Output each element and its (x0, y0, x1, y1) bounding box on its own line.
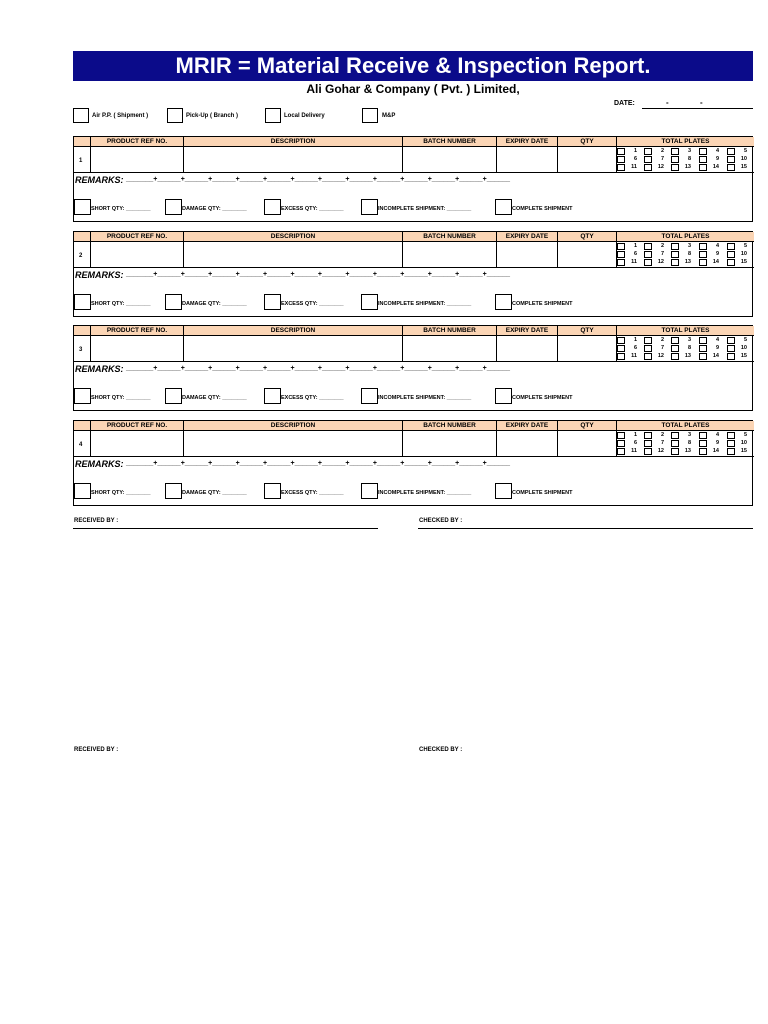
description-cell[interactable] (184, 242, 403, 268)
short-qty-label: SHORT QTY: ________ (91, 395, 151, 401)
plate-checkbox[interactable] (727, 353, 735, 360)
complete-shipment-label: COMPLETE SHIPMENT (512, 490, 573, 496)
description-cell[interactable] (184, 147, 403, 173)
batch-number-header: BATCH NUMBER (403, 232, 497, 242)
expiry-date-cell[interactable] (497, 431, 558, 457)
plate-checkbox[interactable] (699, 345, 707, 352)
complete-shipment-label: COMPLETE SHIPMENT (512, 395, 573, 401)
qty-cell[interactable] (558, 431, 617, 457)
date-separator: - (666, 98, 669, 107)
complete-shipment-checkbox[interactable] (495, 388, 512, 404)
plate-number: 10 (740, 156, 747, 162)
product-ref-header: PRODUCT REF NO. (91, 232, 184, 242)
plate-checkbox[interactable] (617, 448, 625, 455)
plate-number: 5 (743, 432, 747, 438)
local-delivery-label: Local Delivery (284, 113, 325, 119)
plate-number: 8 (687, 156, 691, 162)
batch-number-cell[interactable] (403, 431, 497, 457)
mp-checkbox[interactable] (362, 108, 378, 123)
plate-number: 12 (657, 259, 664, 265)
plate-checkbox[interactable] (671, 448, 679, 455)
qty-cell[interactable] (558, 336, 617, 362)
batch-number-header: BATCH NUMBER (403, 137, 497, 147)
complete-shipment-label: COMPLETE SHIPMENT (512, 301, 573, 307)
complete-shipment-checkbox[interactable] (495, 294, 512, 310)
expiry-date-header: EXPIRY DATE (497, 137, 558, 147)
total-plates-header: TOTAL PLATES (617, 421, 754, 431)
remarks-field[interactable]: _______+______+______+______+______+______+______+______+______+______+______+______+______+______ (126, 176, 511, 183)
plate-checkbox[interactable] (617, 432, 625, 439)
batch-number-cell[interactable] (403, 242, 497, 268)
plate-number: 12 (657, 448, 664, 454)
plate-checkbox[interactable] (699, 448, 707, 455)
plate-number: 14 (712, 259, 719, 265)
plate-checkbox[interactable] (671, 251, 679, 258)
short-qty-label: SHORT QTY: ________ (91, 206, 151, 212)
total-plates-header: TOTAL PLATES (617, 232, 754, 242)
mp-label: M&P (382, 113, 396, 119)
plate-number: 11 (631, 259, 637, 265)
damage-qty-checkbox[interactable] (165, 294, 182, 310)
qty-header: QTY (558, 326, 617, 336)
plate-checkbox[interactable] (727, 432, 735, 439)
checked-by-label: CHECKED BY : (419, 747, 463, 753)
expiry-date-cell[interactable] (497, 242, 558, 268)
damage-qty-checkbox[interactable] (165, 483, 182, 499)
remarks-label: REMARKS: (75, 270, 124, 280)
description-header: DESCRIPTION (184, 232, 403, 242)
product-ref-cell[interactable] (91, 336, 184, 362)
plate-checkbox[interactable] (727, 243, 735, 250)
remarks-label: REMARKS: (75, 175, 124, 185)
incomplete-shipment-label: INCOMPLETE SHIPMENT: ________ (378, 395, 472, 401)
excess-qty-checkbox[interactable] (264, 483, 281, 499)
short-qty-label: SHORT QTY: ________ (91, 490, 151, 496)
plate-checkbox[interactable] (699, 243, 707, 250)
plate-number: 8 (687, 440, 691, 446)
plate-checkbox[interactable] (617, 156, 625, 163)
plate-checkbox[interactable] (644, 251, 652, 258)
damage-qty-label: DAMAGE QTY: ________ (182, 395, 247, 401)
plate-number: 2 (660, 432, 664, 438)
damage-qty-label: DAMAGE QTY: ________ (182, 490, 247, 496)
plate-number: 13 (684, 353, 691, 359)
excess-qty-checkbox[interactable] (264, 199, 281, 215)
batch-number-cell[interactable] (403, 336, 497, 362)
plate-checkbox[interactable] (671, 345, 679, 352)
plate-checkbox[interactable] (671, 440, 679, 447)
plate-number: 1 (633, 243, 637, 249)
incomplete-shipment-checkbox[interactable] (361, 199, 378, 215)
received-by-label: RECEIVED BY : (74, 518, 119, 524)
plate-checkbox[interactable] (727, 345, 735, 352)
remarks-field[interactable]: _______+______+______+______+______+______+______+______+______+______+______+______+______+______ (126, 365, 511, 372)
plate-number: 14 (712, 448, 719, 454)
incomplete-shipment-label: INCOMPLETE SHIPMENT: ________ (378, 490, 472, 496)
plate-number: 11 (631, 448, 637, 454)
plate-number: 14 (712, 164, 719, 170)
plate-number: 12 (657, 353, 664, 359)
plate-number: 3 (687, 148, 691, 154)
incomplete-shipment-label: INCOMPLETE SHIPMENT: ________ (378, 206, 472, 212)
plate-checkbox[interactable] (671, 164, 679, 171)
description-cell[interactable] (184, 431, 403, 457)
short-qty-checkbox[interactable] (74, 483, 91, 499)
plate-checkbox[interactable] (671, 156, 679, 163)
excess-qty-label: EXCESS QTY: ________ (281, 490, 344, 496)
plate-checkbox[interactable] (699, 337, 707, 344)
plate-checkbox[interactable] (644, 156, 652, 163)
plate-number: 1 (633, 148, 637, 154)
plate-number: 15 (740, 353, 747, 359)
plate-checkbox[interactable] (699, 156, 707, 163)
product-ref-header: PRODUCT REF NO. (91, 421, 184, 431)
plate-number: 8 (687, 251, 691, 257)
plate-number: 10 (740, 440, 747, 446)
date-label: DATE: (614, 100, 635, 107)
batch-number-header: BATCH NUMBER (403, 421, 497, 431)
air-shipment-label: Air P.P. ( Shipment ) (92, 113, 149, 119)
plate-checkbox[interactable] (699, 432, 707, 439)
expiry-date-header: EXPIRY DATE (497, 421, 558, 431)
plate-checkbox[interactable] (671, 353, 679, 360)
plate-checkbox[interactable] (617, 353, 625, 360)
damage-qty-label: DAMAGE QTY: ________ (182, 301, 247, 307)
row-number: 1 (79, 158, 83, 164)
total-plates-grid (617, 147, 754, 173)
remarks-field[interactable]: _______+______+______+______+______+______+______+______+______+______+______+______+______+______ (126, 271, 511, 278)
plate-number: 13 (684, 259, 691, 265)
plate-number: 1 (633, 432, 637, 438)
plate-number: 13 (684, 448, 691, 454)
total-plates-header: TOTAL PLATES (617, 137, 754, 147)
plate-number: 7 (660, 251, 664, 257)
plate-checkbox[interactable] (727, 156, 735, 163)
product-ref-cell[interactable] (91, 147, 184, 173)
plate-checkbox[interactable] (617, 337, 625, 344)
remarks-label: REMARKS: (75, 459, 124, 469)
company-name: Ali Gohar & Company ( Pvt. ) Limited, (306, 82, 520, 96)
date-separator: - (700, 98, 703, 107)
qty-header: QTY (558, 232, 617, 242)
excess-qty-checkbox[interactable] (264, 294, 281, 310)
plate-number: 15 (740, 448, 747, 454)
row-number-cell (74, 147, 91, 173)
plate-number: 6 (633, 345, 637, 351)
pickup-branch-label: Pick-Up ( Branch ) (186, 113, 239, 119)
plate-number: 4 (715, 148, 719, 154)
plate-number: 7 (660, 156, 664, 162)
plate-number: 6 (633, 156, 637, 162)
short-qty-checkbox[interactable] (74, 199, 91, 215)
incomplete-shipment-checkbox[interactable] (361, 483, 378, 499)
total-plates-grid (617, 336, 754, 362)
plate-number: 10 (740, 251, 747, 257)
local-delivery-checkbox[interactable] (265, 108, 281, 123)
plate-checkbox[interactable] (671, 243, 679, 250)
plate-number: 8 (687, 345, 691, 351)
row-number-header (74, 232, 91, 242)
batch-number-cell[interactable] (403, 147, 497, 173)
plate-number: 9 (715, 440, 719, 446)
plate-checkbox[interactable] (644, 164, 652, 171)
plate-number: 5 (743, 148, 747, 154)
plate-checkbox[interactable] (644, 148, 652, 155)
plate-number: 2 (660, 148, 664, 154)
product-ref-cell[interactable] (91, 431, 184, 457)
plate-number: 4 (715, 243, 719, 249)
plate-checkbox[interactable] (644, 259, 652, 266)
plate-checkbox[interactable] (617, 148, 625, 155)
complete-shipment-checkbox[interactable] (495, 483, 512, 499)
plate-number: 10 (740, 345, 747, 351)
plate-number: 6 (633, 251, 637, 257)
plate-checkbox[interactable] (727, 337, 735, 344)
qty-header: QTY (558, 137, 617, 147)
checked-by-label: CHECKED BY : (419, 518, 463, 524)
plate-number: 3 (687, 432, 691, 438)
damage-qty-checkbox[interactable] (165, 199, 182, 215)
plate-number: 15 (740, 259, 747, 265)
row-number: 3 (79, 347, 83, 353)
row-number: 4 (79, 442, 83, 448)
incomplete-shipment-checkbox[interactable] (361, 294, 378, 310)
qty-header: QTY (558, 421, 617, 431)
plate-number: 9 (715, 345, 719, 351)
plate-checkbox[interactable] (617, 440, 625, 447)
expiry-date-cell[interactable] (497, 336, 558, 362)
excess-qty-label: EXCESS QTY: ________ (281, 395, 344, 401)
product-ref-header: PRODUCT REF NO. (91, 137, 184, 147)
plate-checkbox[interactable] (617, 345, 625, 352)
plate-checkbox[interactable] (671, 259, 679, 266)
product-ref-header: PRODUCT REF NO. (91, 326, 184, 336)
plate-number: 15 (740, 164, 747, 170)
plate-checkbox[interactable] (727, 448, 735, 455)
remarks-field[interactable]: _______+______+______+______+______+______+______+______+______+______+______+______+______+______ (126, 460, 511, 467)
plate-checkbox[interactable] (727, 251, 735, 258)
inspection-entry (73, 136, 753, 222)
plate-checkbox[interactable] (644, 440, 652, 447)
plate-checkbox[interactable] (644, 345, 652, 352)
plate-checkbox[interactable] (699, 353, 707, 360)
air-shipment-checkbox[interactable] (73, 108, 89, 123)
report-title: MRIR = Material Receive & Inspection Report. (73, 51, 753, 81)
plate-number: 14 (712, 353, 719, 359)
expiry-date-header: EXPIRY DATE (497, 232, 558, 242)
row-number-header (74, 421, 91, 431)
checked-by-line[interactable] (418, 528, 753, 529)
remarks-label: REMARKS: (75, 364, 124, 374)
batch-number-header: BATCH NUMBER (403, 326, 497, 336)
qty-cell[interactable] (558, 242, 617, 268)
row-number-cell (74, 242, 91, 268)
plate-checkbox[interactable] (644, 243, 652, 250)
received-by-label: RECEIVED BY : (74, 747, 119, 753)
incomplete-shipment-checkbox[interactable] (361, 388, 378, 404)
plate-checkbox[interactable] (671, 148, 679, 155)
plate-number: 5 (743, 243, 747, 249)
description-cell[interactable] (184, 336, 403, 362)
inspection-entry (73, 231, 753, 317)
expiry-date-header: EXPIRY DATE (497, 326, 558, 336)
plate-number: 5 (743, 337, 747, 343)
received-by-line[interactable] (73, 528, 378, 529)
plate-checkbox[interactable] (727, 259, 735, 266)
plate-number: 2 (660, 337, 664, 343)
plate-checkbox[interactable] (727, 440, 735, 447)
plate-checkbox[interactable] (617, 243, 625, 250)
excess-qty-checkbox[interactable] (264, 388, 281, 404)
plate-number: 6 (633, 440, 637, 446)
total-plates-grid (617, 431, 754, 457)
plate-number: 4 (715, 432, 719, 438)
row-number-header (74, 137, 91, 147)
plate-checkbox[interactable] (644, 353, 652, 360)
plate-number: 12 (657, 164, 664, 170)
product-ref-cell[interactable] (91, 242, 184, 268)
plate-number: 9 (715, 251, 719, 257)
plate-checkbox[interactable] (617, 251, 625, 258)
damage-qty-checkbox[interactable] (165, 388, 182, 404)
complete-shipment-label: COMPLETE SHIPMENT (512, 206, 573, 212)
inspection-entry (73, 420, 753, 506)
plate-number: 11 (631, 353, 637, 359)
description-header: DESCRIPTION (184, 137, 403, 147)
expiry-date-cell[interactable] (497, 147, 558, 173)
pickup-branch-checkbox[interactable] (167, 108, 183, 123)
plate-number: 2 (660, 243, 664, 249)
plate-checkbox[interactable] (617, 164, 625, 171)
shipment-options (73, 107, 753, 125)
plate-checkbox[interactable] (644, 432, 652, 439)
description-header: DESCRIPTION (184, 421, 403, 431)
description-header: DESCRIPTION (184, 326, 403, 336)
plate-checkbox[interactable] (699, 440, 707, 447)
short-qty-label: SHORT QTY: ________ (91, 301, 151, 307)
plate-checkbox[interactable] (727, 148, 735, 155)
plate-checkbox[interactable] (727, 164, 735, 171)
excess-qty-label: EXCESS QTY: ________ (281, 206, 344, 212)
plate-checkbox[interactable] (617, 259, 625, 266)
plate-checkbox[interactable] (699, 148, 707, 155)
total-plates-header: TOTAL PLATES (617, 326, 754, 336)
short-qty-checkbox[interactable] (74, 294, 91, 310)
plate-checkbox[interactable] (699, 164, 707, 171)
incomplete-shipment-label: INCOMPLETE SHIPMENT: ________ (378, 301, 472, 307)
plate-number: 7 (660, 440, 664, 446)
complete-shipment-checkbox[interactable] (495, 199, 512, 215)
plate-number: 3 (687, 243, 691, 249)
plate-number: 4 (715, 337, 719, 343)
plate-number: 9 (715, 156, 719, 162)
plate-checkbox[interactable] (644, 448, 652, 455)
row-number-cell (74, 336, 91, 362)
row-number-cell (74, 431, 91, 457)
plate-checkbox[interactable] (699, 251, 707, 258)
plate-number: 13 (684, 164, 691, 170)
plate-number: 11 (631, 164, 637, 170)
plate-checkbox[interactable] (699, 259, 707, 266)
inspection-entry (73, 325, 753, 411)
row-number: 2 (79, 253, 83, 259)
plate-number: 3 (687, 337, 691, 343)
plate-checkbox[interactable] (644, 337, 652, 344)
plate-checkbox[interactable] (671, 432, 679, 439)
plate-checkbox[interactable] (671, 337, 679, 344)
qty-cell[interactable] (558, 147, 617, 173)
damage-qty-label: DAMAGE QTY: ________ (182, 206, 247, 212)
total-plates-grid (617, 242, 754, 268)
row-number-header (74, 326, 91, 336)
short-qty-checkbox[interactable] (74, 388, 91, 404)
plate-number: 7 (660, 345, 664, 351)
plate-number: 1 (633, 337, 637, 343)
excess-qty-label: EXCESS QTY: ________ (281, 301, 344, 307)
